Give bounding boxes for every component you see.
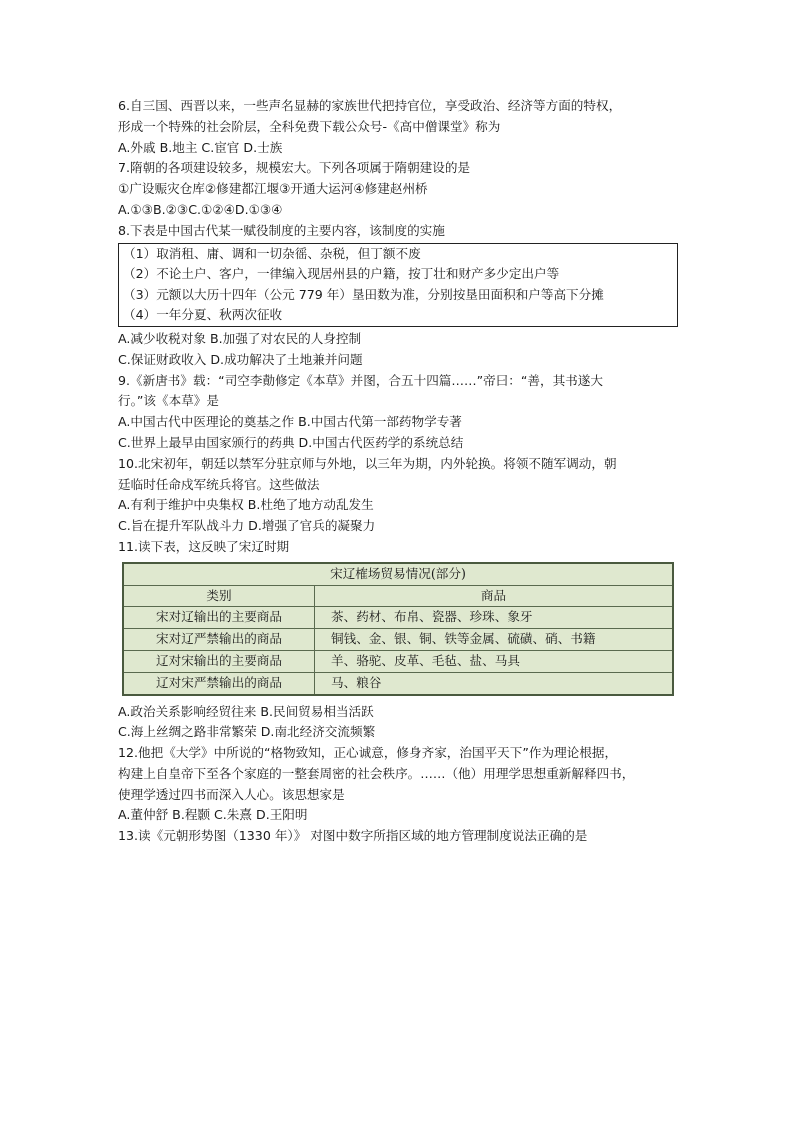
q8-box-item-2: （2）不论土户、客户，一律编入现居州县的户籍，按丁壮和财产多少定出户等 bbox=[123, 266, 560, 282]
q6-stem-line-2: 形成一个特殊的社会阶层，全科免费下载公众号-《高中僧课堂》称为 bbox=[118, 118, 501, 134]
q7-options: A.①③B.②③C.①②④D.①③④ bbox=[118, 201, 283, 217]
q8-stem: 8.下表是中国古代某一赋役制度的主要内容，该制度的实施 bbox=[118, 222, 445, 238]
table-cell-category: 辽对宋严禁输出的商品 bbox=[123, 672, 315, 694]
q12-stem-line-1: 12.他把《大学》中所说的“格物致知，正心诚意，修身齐家，治国平天下”作为理论根据， bbox=[118, 745, 618, 761]
question-13 bbox=[118, 826, 678, 847]
q13-stem: 13.读《元朝形势图（1330 年）》 对图中数字所指区域的地方管理制度说法正确的是 bbox=[118, 828, 588, 844]
table-row bbox=[123, 650, 673, 672]
q9-options-line-2: C.世界上最早由国家颁行的药典 D.中国古代医药学的系统总结 bbox=[118, 434, 464, 450]
table-cell-category: 辽对宋输出的主要商品 bbox=[123, 650, 315, 672]
question-6 bbox=[118, 96, 678, 158]
q7-stem: 7.隋朝的各项建设较多，规模宏大。下列各项属于隋朝建设的是 bbox=[118, 160, 471, 176]
table-cell-goods: 茶、药材、布帛、瓷器、珍珠、象牙 bbox=[315, 607, 674, 629]
q7-items: ①广设赈灾仓库②修建都江堰③开通大运河④修建赵州桥 bbox=[118, 181, 428, 197]
q11-options-line-2: C.海上丝绸之路非常繁荣 D.南北经济交流频繁 bbox=[118, 724, 376, 740]
table-cell-category: 宋对辽输出的主要商品 bbox=[123, 607, 315, 629]
q11-options-line-1: A.政治关系影响经贸往来 B.民间贸易相当活跃 bbox=[118, 703, 374, 719]
trade-table-caption: 宋辽榷场贸易情况(部分) bbox=[123, 563, 673, 585]
table-cell-goods: 铜钱、金、银、铜、铁等金属、硫磺、硝、书籍 bbox=[315, 629, 674, 651]
trade-table-header-goods: 商品 bbox=[315, 585, 674, 607]
question-9 bbox=[118, 371, 678, 454]
table-row bbox=[123, 629, 673, 651]
q12-stem-line-3: 使理学透过四书而深入人心。该思想家是 bbox=[118, 786, 345, 802]
q8-box-item-4: （4）一年分夏、秋两次征收 bbox=[123, 307, 283, 323]
q10-options-line-1: A.有利于维护中央集权 B.杜绝了地方动乱发生 bbox=[118, 497, 374, 513]
question-12 bbox=[118, 743, 678, 826]
table-cell-goods: 羊、骆驼、皮革、毛毡、盐、马具 bbox=[315, 650, 674, 672]
q10-stem-line-1: 10.北宋初年，朝廷以禁军分驻京师与外地，以三年为期，内外轮换。将领不随军调动，朝 bbox=[118, 455, 617, 471]
q9-options-line-1: A.中国古代中医理论的奠基之作 B.中国古代第一部药物学专著 bbox=[118, 414, 462, 430]
q6-options: A.外戚 B.地主 C.宦官 D.士族 bbox=[118, 139, 283, 155]
table-row bbox=[123, 672, 673, 694]
trade-table-header-category: 类别 bbox=[123, 585, 315, 607]
q8-content-box bbox=[118, 243, 678, 327]
trade-table bbox=[122, 562, 674, 696]
question-8 bbox=[118, 221, 678, 371]
question-11 bbox=[118, 537, 678, 743]
q9-stem-line-2: 行。”该《本草》是 bbox=[118, 393, 219, 409]
q12-stem-line-2: 构建上自皇帝下至各个家庭的一整套周密的社会秩序。……（他）用理学思想重新解释四书， bbox=[118, 765, 635, 781]
q12-options: A.董仲舒 B.程颢 C.朱熹 D.王阳明 bbox=[118, 807, 308, 823]
table-cell-category: 宋对辽严禁输出的商品 bbox=[123, 629, 315, 651]
exam-page bbox=[118, 96, 678, 847]
q8-options-line-2: C.保证财政收入 D.成功解决了土地兼并问题 bbox=[118, 351, 363, 367]
table-row bbox=[123, 607, 673, 629]
q11-stem: 11.读下表，这反映了宋辽时期 bbox=[118, 538, 290, 554]
q10-stem-line-2: 廷临时任命戍军统兵将官。这些做法 bbox=[118, 476, 320, 492]
q8-box-item-1: （1）取消租、庸、调和一切杂徭、杂税，但丁额不废 bbox=[123, 245, 421, 261]
question-10 bbox=[118, 454, 678, 537]
q8-box-item-3: （3）元额以大历十四年（公元 779 年）垦田数为准，分别按垦田面积和户等高下分摊 bbox=[123, 286, 604, 302]
q10-options-line-2: C.旨在提升军队战斗力 D.增强了官兵的凝聚力 bbox=[118, 518, 376, 534]
q8-options-line-1: A.减少收税对象 B.加强了对农民的人身控制 bbox=[118, 330, 362, 346]
q6-stem-line-1: 6.自三国、西晋以来，一些声名显赫的家族世代把持官位，享受政治、经济等方面的特权， bbox=[118, 98, 622, 113]
table-cell-goods: 马、粮谷 bbox=[315, 672, 674, 694]
question-7 bbox=[118, 158, 678, 220]
q9-stem-line-1: 9.《新唐书》载：“司空李勣修定《本草》并图，合五十四篇……”帝曰：“善，其书遂大 bbox=[118, 372, 603, 388]
